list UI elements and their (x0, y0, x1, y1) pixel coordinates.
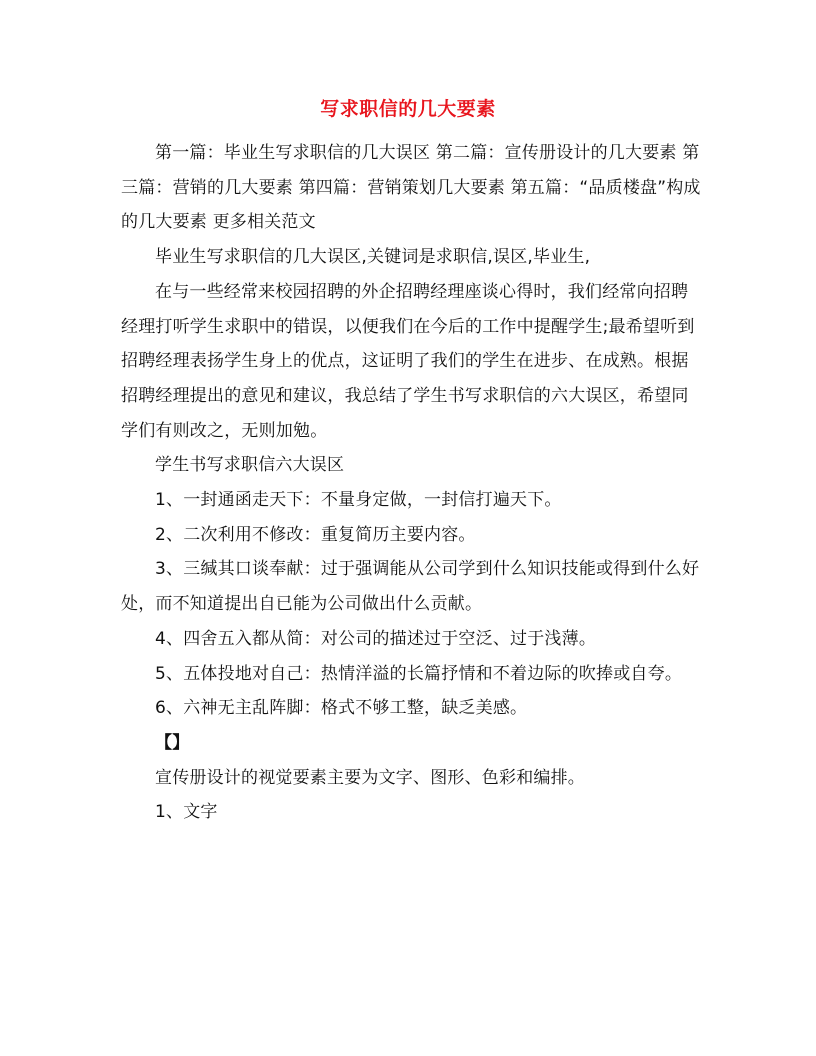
list-item-5: 5、五体投地对自己：热情洋溢的长篇抒情和不着边际的吹捧或自夸。 (155, 663, 683, 684)
document-title: 写求职信的几大要素 (320, 98, 496, 120)
paragraph-subheading: 学生书写求职信六大误区 (155, 455, 345, 476)
section-bracket-heading: 【】 (155, 732, 190, 753)
list-item-4: 4、四舍五入都从简：对公司的描述过于空泛、过于浅薄。 (155, 628, 597, 649)
paragraph-brochure-elements: 宣传册设计的视觉要素主要为文字、图形、色彩和编排。 (155, 767, 585, 788)
list-item-3: 3、三缄其口谈奉献：过于强调能从公司学到什么知识技能或得到什么好处，而不知道提出自已能为公司做出什么贡献。 (121, 559, 700, 615)
paragraph-text-heading: 1、文字 (155, 802, 218, 823)
list-item-2: 2、二次利用不修改：重复简历主要内容。 (155, 524, 476, 545)
list-item-6: 6、六神无主乱阵脚：格式不够工整，缺乏美感。 (155, 698, 528, 719)
list-item-1: 1、一封通函走天下：不量身定做，一封信打遍天下。 (155, 490, 562, 511)
paragraph-keywords: 毕业生写求职信的几大误区,关键词是求职信,误区,毕业生, (155, 247, 591, 268)
paragraph-intro: 在与一些经常来校园招聘的外企招聘经理座谈心得时，我们经常向招聘经理打听学生求职中的错误，以便我们在今后的工作中提醒学生;最希望听到招聘经理表扬学生身上的优点，这证明了我们的学生在进步、在成熟。根据招聘经理提出的意见和建议，我总结了学生书写求职信的六大误区，希望同学们有则改之，无则加勉。 (121, 281, 695, 441)
paragraph-contents-list: 第一篇：毕业生写求职信的几大误区 第二篇：宣传册设计的几大要素 第三篇：营销的几大要素 第四篇：营销策划几大要素 第五篇：“品质楼盘”构成的几大要素 更多相关范文 (121, 143, 701, 233)
document-body (121, 136, 701, 830)
